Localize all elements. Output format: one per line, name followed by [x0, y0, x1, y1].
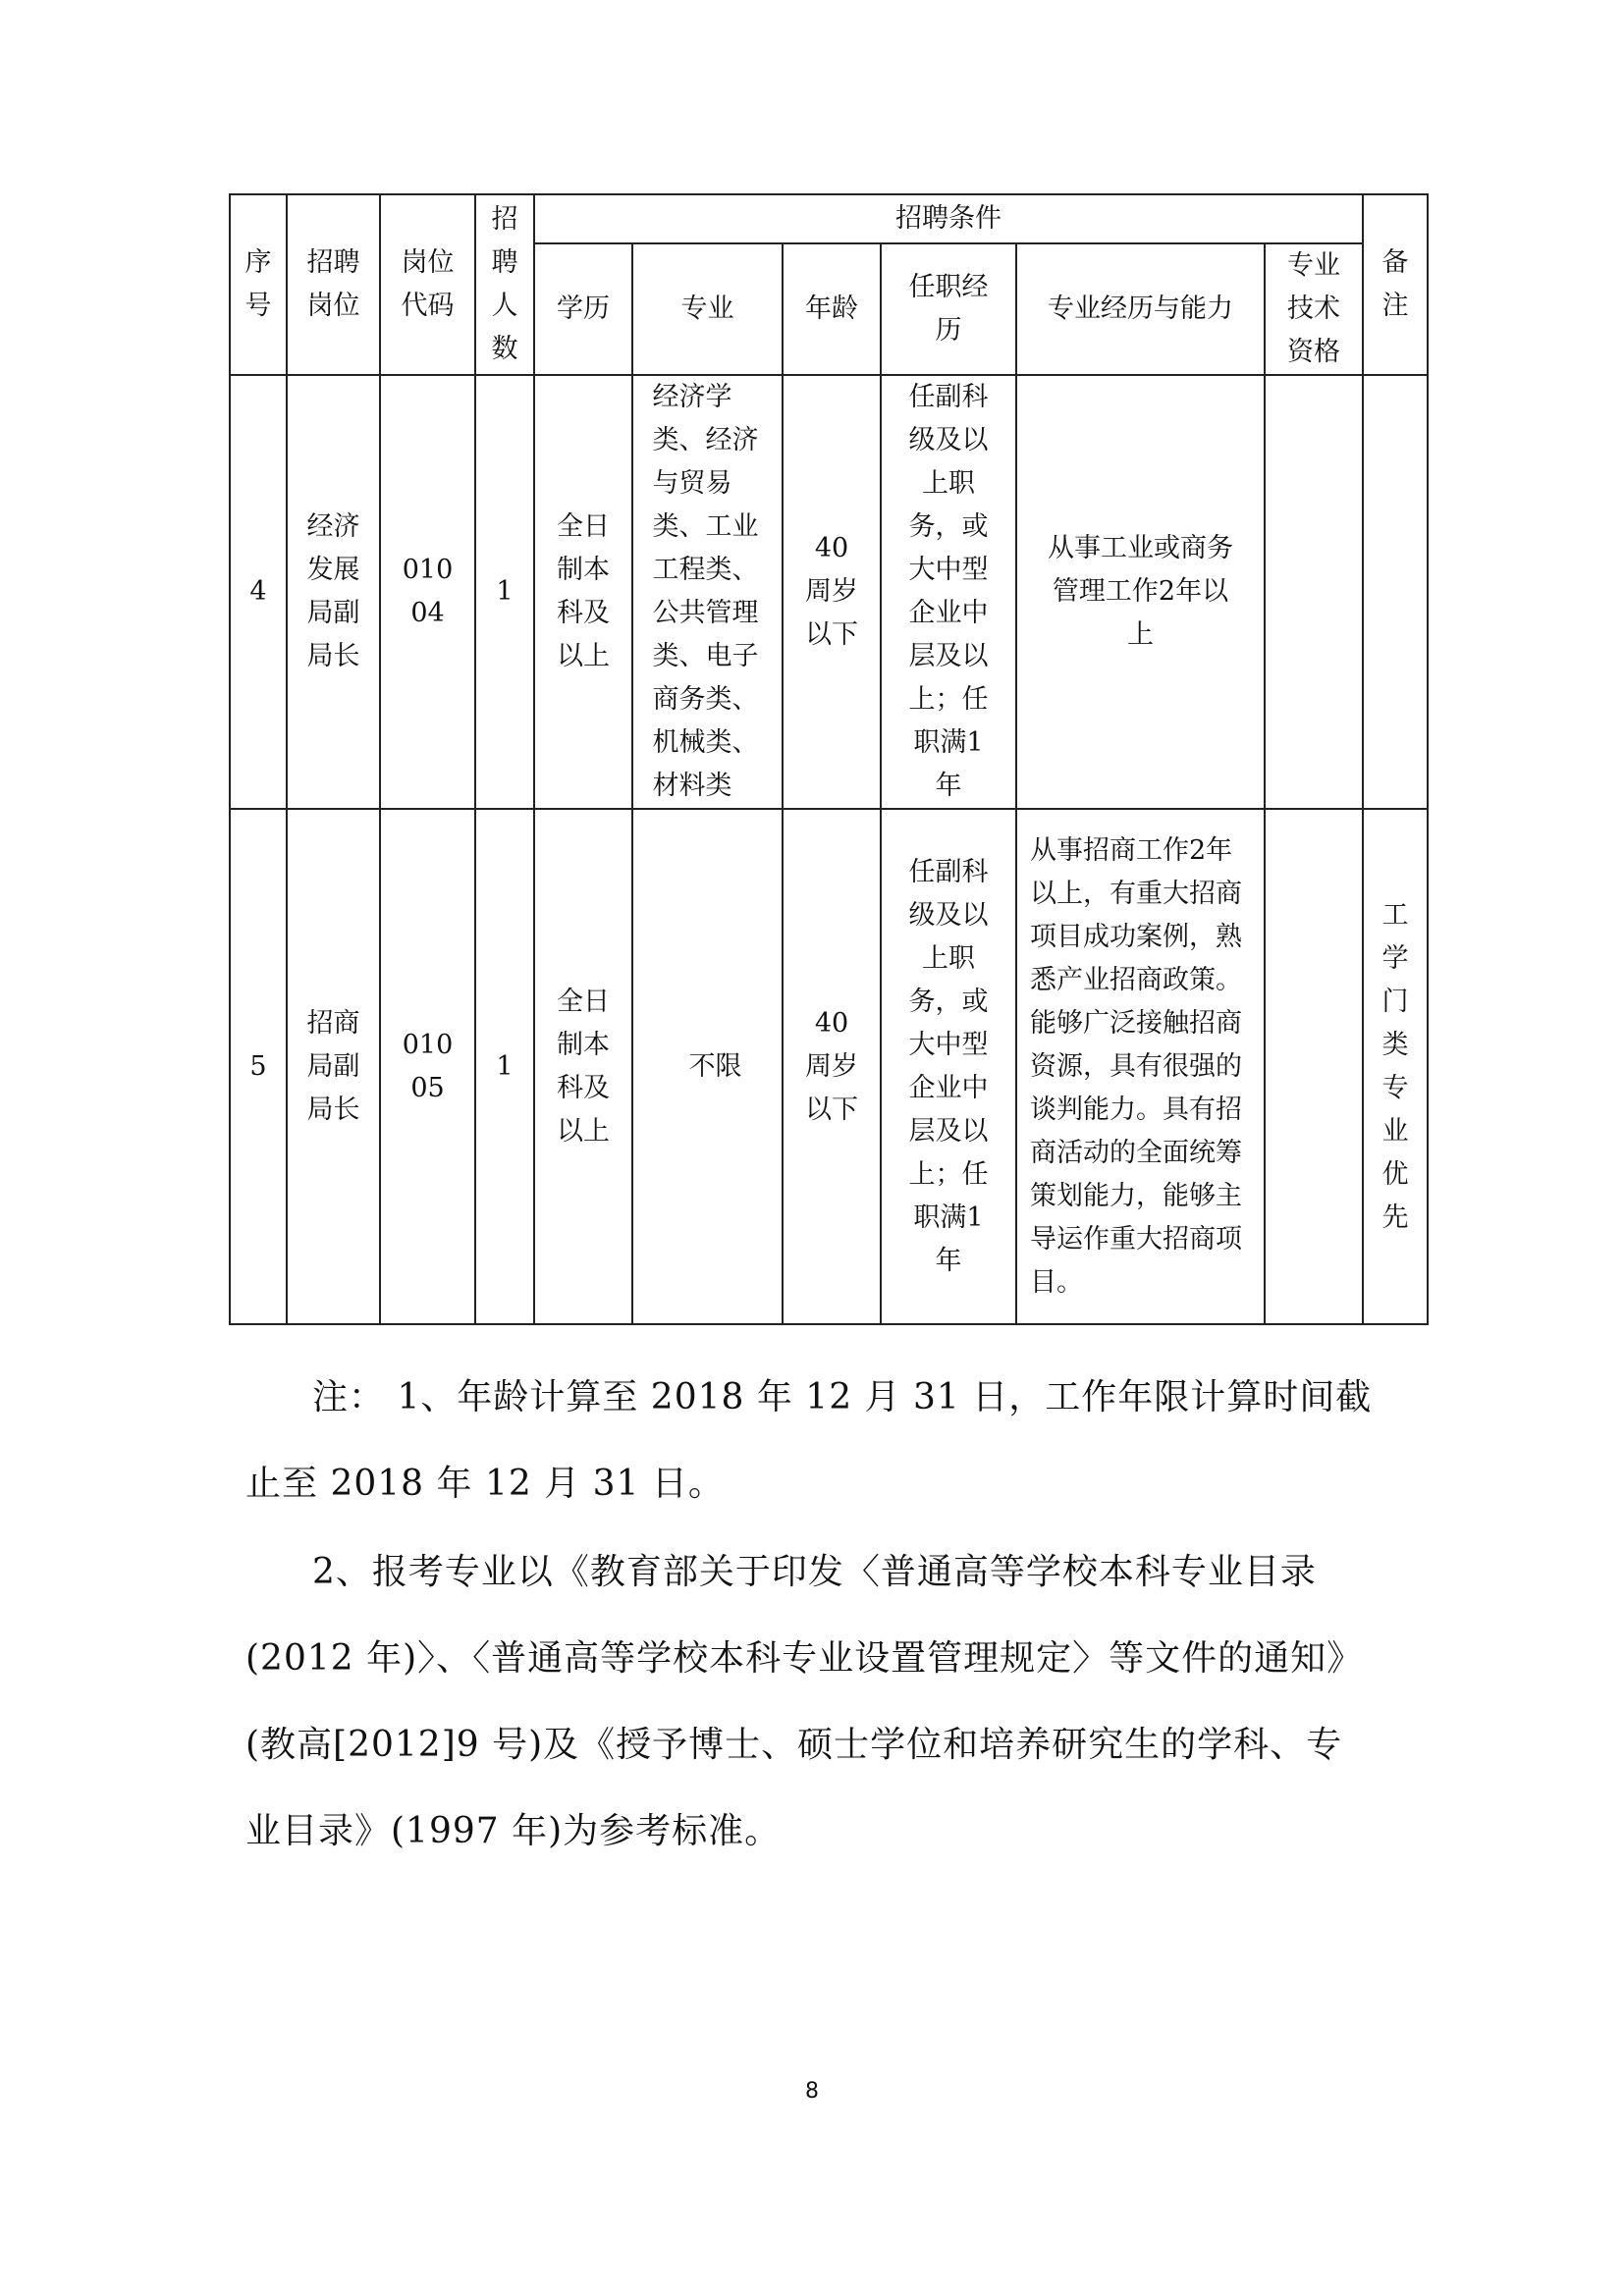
header-education: 学历: [534, 243, 632, 375]
note-2: 2、报考专业以《教育部关于印发〈普通高等学校本科专业目录(2012 年)〉、〈普通高等学校本科专业设置管理规定〉等文件的通知》(教高[2012]9 号)及《授予博士、硕士学位和培养研究生的学科、专业目录》(1997 年)为参考标准。: [245, 1552, 1364, 1851]
row4-age: 40周岁以下: [783, 375, 881, 809]
row4-education: 全日制本科及以上: [534, 375, 632, 809]
header-major: 专业: [632, 243, 783, 375]
row4-seq: 4: [230, 375, 287, 809]
row4-code: 01004: [380, 375, 475, 809]
row5-major: 不限: [632, 809, 783, 1324]
row5-tenure: 任副科级及以上职务，或大中型企业中层及以上；任职满1年: [881, 809, 1016, 1324]
header-age: 年龄: [783, 243, 881, 375]
row4-experience: 从事工业或商务管理工作2年以上: [1016, 375, 1265, 809]
header-qualification: 专业技术资格: [1265, 243, 1363, 375]
row5-experience: 从事招商工作2年以上，有重大招商项目成功案例，熟悉产业招商政策。 能够广泛接触招商资源，具有很强的谈判能力。具有招商活动的全面统筹策划能力，能够主导运作重大招商项目。: [1016, 809, 1265, 1324]
header-conditions: 招聘条件: [534, 194, 1363, 243]
row4-position: 经济发展局副局长: [287, 375, 380, 809]
row5-age: 40周岁以下: [783, 809, 881, 1324]
header-count: 招聘人数: [475, 194, 534, 375]
row4-tenure: 任副科级及以上职务，或大中型企业中层及以上；任职满1年: [881, 375, 1016, 809]
table-row: [230, 809, 1428, 1324]
recruitment-table: [229, 193, 1429, 1325]
row5-qualification: [1265, 809, 1363, 1324]
header-seq: 序号: [230, 194, 287, 375]
row5-education: 全日制本科及以上: [534, 809, 632, 1324]
row4-remark: [1363, 375, 1428, 809]
row4-count: 1: [475, 375, 534, 809]
row5-code: 01005: [380, 809, 475, 1324]
header-code: 岗位代码: [380, 194, 475, 375]
row4-qualification: [1265, 375, 1363, 809]
row5-count: 1: [475, 809, 534, 1324]
header-position: 招聘岗位: [287, 194, 380, 375]
row4-major: 经济学类、经济与贸易类、工业工程类、公共管理类、电子商务类、机械类、材料类: [632, 375, 783, 809]
row5-remark: 工学门类专业优先: [1363, 809, 1428, 1324]
header-remark: 备注: [1363, 194, 1428, 375]
note-1: 注： 1、年龄计算至 2018 年 12 月 31 日，工作年限计算时间截止至 2018 年 12 月 31 日。: [245, 1377, 1373, 1504]
header-tenure: 任职经历: [881, 243, 1016, 375]
row5-seq: 5: [230, 809, 287, 1324]
header-experience: 专业经历与能力: [1016, 243, 1265, 375]
row5-position: 招商局副局长: [287, 809, 380, 1324]
table-row: [230, 375, 1428, 809]
page-number: 8: [805, 2079, 819, 2104]
